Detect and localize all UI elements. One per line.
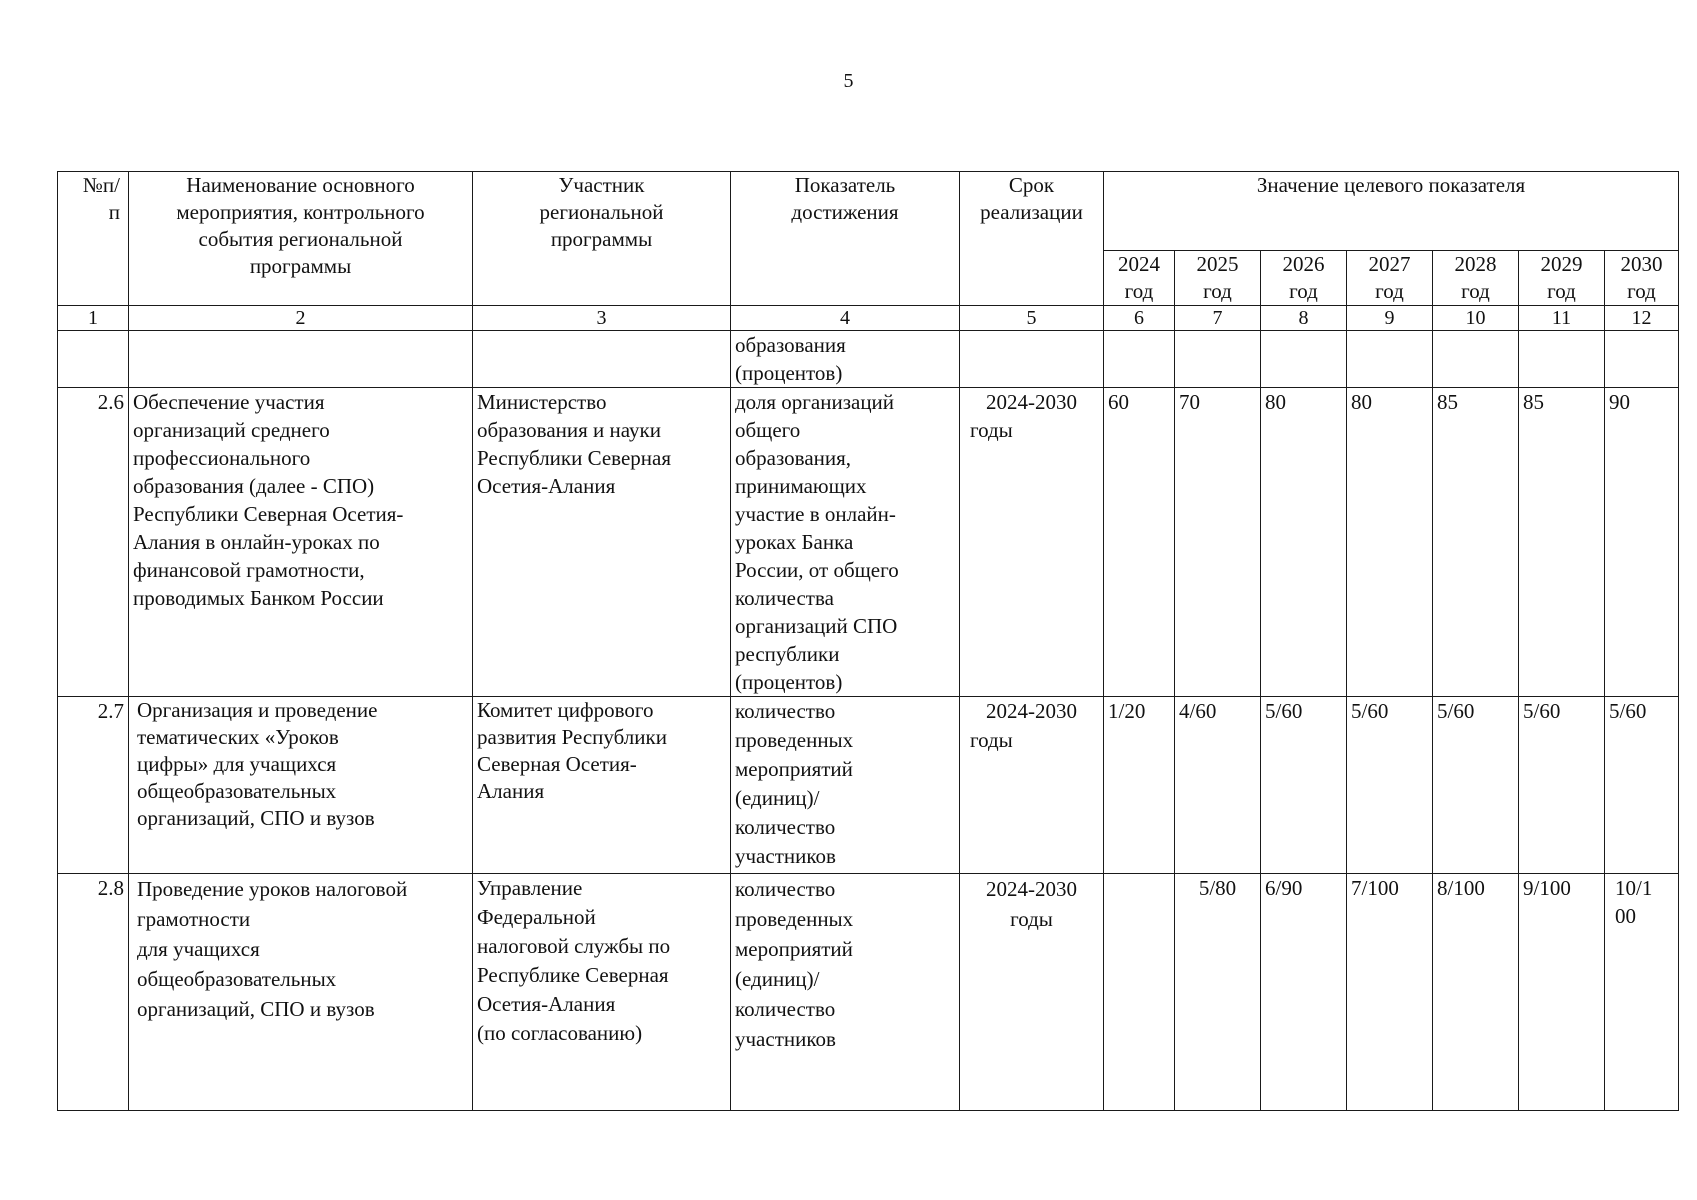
participant-cell — [473, 697, 731, 874]
activity-name-text: организаций, СПО и вузов — [137, 997, 375, 1021]
header-year-2030 — [1605, 251, 1679, 306]
value-2025: 5/80 — [1175, 874, 1261, 1111]
year-label: 2028 — [1454, 252, 1497, 276]
activity-name-text: общеобразовательных — [137, 967, 337, 991]
indicator-text: мероприятий — [735, 937, 853, 961]
activity-name-cell — [129, 874, 473, 1111]
activity-name-text: грамотности — [137, 907, 251, 931]
term-text: годы — [970, 728, 1013, 752]
value-2027: 5/60 — [1347, 697, 1433, 874]
column-number: 5 — [960, 306, 1104, 331]
header-text: п — [108, 200, 120, 224]
activity-name-text: цифры» для учащихся — [137, 752, 337, 776]
indicator-text: (единиц)/ — [735, 967, 820, 991]
activity-name-text: Алания в онлайн-уроках по — [133, 530, 380, 554]
value-2025: 4/60 — [1175, 697, 1261, 874]
indicator-cell — [731, 874, 960, 1111]
participant-cell — [473, 388, 731, 697]
header-text: события региональной — [198, 227, 403, 251]
indicator-text: проведенных — [735, 907, 854, 931]
year-label: 2027 — [1368, 252, 1411, 276]
value-2026: 6/90 — [1261, 874, 1347, 1111]
activity-name-text: организаций среднего — [133, 418, 330, 442]
indicator-text: (единиц)/ — [735, 786, 820, 810]
activity-name-text: Проведение уроков налоговой — [137, 877, 408, 901]
indicator-text: (процентов) — [735, 361, 843, 385]
term-text: годы — [970, 418, 1013, 442]
column-number: 2 — [129, 306, 473, 331]
indicator-cell — [731, 331, 960, 388]
indicator-text: участников — [735, 1027, 836, 1051]
column-number: 9 — [1347, 306, 1433, 331]
participant-text: Управление — [477, 876, 583, 900]
value-2026: 80 — [1261, 388, 1347, 697]
column-number: 12 — [1605, 306, 1679, 331]
activity-name-text: для учащихся — [137, 937, 260, 961]
year-unit: год — [1203, 279, 1232, 303]
activity-name-text: профессионального — [133, 446, 311, 470]
participant-text: образования и науки — [477, 418, 661, 442]
term-text: годы — [1010, 907, 1053, 931]
indicator-text: общего — [735, 418, 801, 442]
table-cell — [1347, 331, 1433, 388]
activity-name-cell — [129, 697, 473, 874]
table-cell — [1261, 331, 1347, 388]
term-text: 2024-2030 — [986, 699, 1077, 723]
term-cell — [960, 697, 1104, 874]
value-2026: 5/60 — [1261, 697, 1347, 874]
value-2027: 80 — [1347, 388, 1433, 697]
indicator-text: участников — [735, 844, 836, 868]
indicator-text: участие в онлайн- — [735, 502, 896, 526]
year-label: 2024 — [1118, 252, 1160, 276]
participant-text: Республики Северная — [477, 446, 672, 470]
table-cell — [1433, 331, 1519, 388]
activity-name-text: Организация и проведение — [137, 698, 378, 722]
indicator-text: республики — [735, 642, 840, 666]
column-number: 3 — [473, 306, 731, 331]
value-2024 — [1104, 874, 1175, 1111]
indicator-text: организаций СПО — [735, 614, 898, 638]
indicator-text: (процентов) — [735, 670, 843, 694]
activity-name-text: общеобразовательных — [137, 779, 337, 803]
activity-name-text: Республики Северная Осетия- — [133, 502, 404, 526]
value-2027: 7/100 — [1347, 874, 1433, 1111]
table-cell — [58, 331, 129, 388]
participant-text: Северная Осетия- — [477, 752, 637, 776]
indicator-text: количество — [735, 815, 836, 839]
column-number: 8 — [1261, 306, 1347, 331]
header-year-2027 — [1347, 251, 1433, 306]
column-number: 6 — [1104, 306, 1175, 331]
year-unit: год — [1375, 279, 1404, 303]
header-col-term — [960, 172, 1104, 306]
activity-name-text: финансовой грамотности, — [133, 558, 365, 582]
participant-text: (по согласованию) — [477, 1021, 643, 1045]
table-row — [58, 874, 1679, 1111]
header-year-2029 — [1519, 251, 1605, 306]
participant-text: Министерство — [477, 390, 607, 414]
activity-name-text: образования (далее - СПО) — [133, 474, 375, 498]
year-unit: год — [1627, 279, 1656, 303]
value-2030-text: 10/1 — [1615, 876, 1653, 900]
header-col-number — [58, 172, 129, 306]
header-text: Участник — [558, 173, 645, 197]
activity-name-text: проводимых Банком России — [133, 586, 384, 610]
row-number: 2.6 — [58, 388, 129, 697]
value-2028: 5/60 — [1433, 697, 1519, 874]
participant-text: Осетия-Алания — [477, 992, 616, 1016]
value-2025: 70 — [1175, 388, 1261, 697]
year-unit: год — [1124, 279, 1154, 303]
term-cell — [960, 874, 1104, 1111]
term-cell — [960, 388, 1104, 697]
column-numbers-row — [58, 306, 1679, 331]
column-number: 4 — [731, 306, 960, 331]
header-year-2024 — [1104, 251, 1175, 306]
value-2029: 85 — [1519, 388, 1605, 697]
header-text: реализации — [980, 200, 1083, 224]
value-2030 — [1605, 874, 1679, 1111]
row-number: 2.7 — [58, 697, 129, 874]
header-col-target-value: Значение целевого показателя — [1104, 172, 1679, 251]
table-cell — [473, 331, 731, 388]
program-table — [57, 171, 1679, 1111]
header-col-indicator — [731, 172, 960, 306]
table-row — [58, 388, 1679, 697]
indicator-text: мероприятий — [735, 757, 853, 781]
year-label: 2025 — [1196, 252, 1239, 276]
indicator-text: образования — [735, 333, 846, 357]
header-text: мероприятия, контрольного — [176, 200, 425, 224]
value-2029: 9/100 — [1519, 874, 1605, 1111]
table-cell — [1519, 331, 1605, 388]
value-2024: 1/20 — [1104, 697, 1175, 874]
header-text: достижения — [791, 200, 899, 224]
indicator-text: России, от общего — [735, 558, 899, 582]
table-cell — [960, 331, 1104, 388]
header-text: программы — [249, 254, 352, 278]
participant-text: Комитет цифрового — [477, 698, 654, 722]
year-unit: год — [1289, 279, 1318, 303]
term-text: 2024-2030 — [986, 390, 1077, 414]
header-col-name — [129, 172, 473, 306]
indicator-cell — [731, 697, 960, 874]
indicator-text: проведенных — [735, 728, 854, 752]
activity-name-text: тематических «Уроков — [137, 725, 339, 749]
indicator-text: количество — [735, 877, 836, 901]
value-2030-text: 00 — [1615, 904, 1636, 928]
term-text: 2024-2030 — [986, 877, 1077, 901]
participant-text: Федеральной — [477, 905, 596, 929]
value-2028: 85 — [1433, 388, 1519, 697]
column-number: 11 — [1519, 306, 1605, 331]
column-number: 10 — [1433, 306, 1519, 331]
indicator-text: принимающих — [735, 474, 867, 498]
table-cell — [1104, 331, 1175, 388]
indicator-text: уроках Банка — [735, 530, 854, 554]
table-row — [58, 697, 1679, 874]
table-cell — [1605, 331, 1679, 388]
header-year-2028 — [1433, 251, 1519, 306]
year-label: 2029 — [1540, 252, 1583, 276]
header-text: №п/ — [82, 173, 120, 197]
indicator-text: доля организаций — [735, 390, 895, 414]
value-2024: 60 — [1104, 388, 1175, 697]
row-number: 2.8 — [58, 874, 129, 1111]
participant-text: Республике Северная — [477, 963, 669, 987]
indicator-text: образования, — [735, 446, 852, 470]
indicator-text: количество — [735, 997, 836, 1021]
header-text: Показатель — [794, 173, 896, 197]
indicator-text: количества — [735, 586, 834, 610]
value-2029: 5/60 — [1519, 697, 1605, 874]
indicator-cell — [731, 388, 960, 697]
participant-text: налоговой службы по — [477, 934, 671, 958]
participant-text: Осетия-Алания — [477, 474, 616, 498]
year-label: 2030 — [1620, 252, 1663, 276]
header-row — [58, 172, 1679, 251]
indicator-text: количество — [735, 699, 836, 723]
table-cell — [1175, 331, 1261, 388]
table-cell — [129, 331, 473, 388]
activity-name-text: Обеспечение участия — [133, 390, 325, 414]
activity-name-text: организаций, СПО и вузов — [137, 806, 375, 830]
activity-name-cell — [129, 388, 473, 697]
header-year-2026 — [1261, 251, 1347, 306]
year-unit: год — [1461, 279, 1490, 303]
year-label: 2026 — [1282, 252, 1325, 276]
header-text: Наименование основного — [186, 173, 415, 197]
header-text: программы — [550, 227, 653, 251]
participant-text: развития Республики — [477, 725, 667, 749]
participant-text: Алания — [477, 779, 545, 803]
value-2030: 90 — [1605, 388, 1679, 697]
header-text: Срок — [1008, 173, 1055, 197]
year-unit: год — [1547, 279, 1576, 303]
value-2030: 5/60 — [1605, 697, 1679, 874]
participant-cell — [473, 874, 731, 1111]
header-year-2025 — [1175, 251, 1261, 306]
continuation-row — [58, 331, 1679, 388]
header-text: региональной — [539, 200, 664, 224]
column-number: 1 — [58, 306, 129, 331]
column-number: 7 — [1175, 306, 1261, 331]
page-number: 5 — [843, 70, 854, 92]
value-2028: 8/100 — [1433, 874, 1519, 1111]
header-col-participant — [473, 172, 731, 306]
